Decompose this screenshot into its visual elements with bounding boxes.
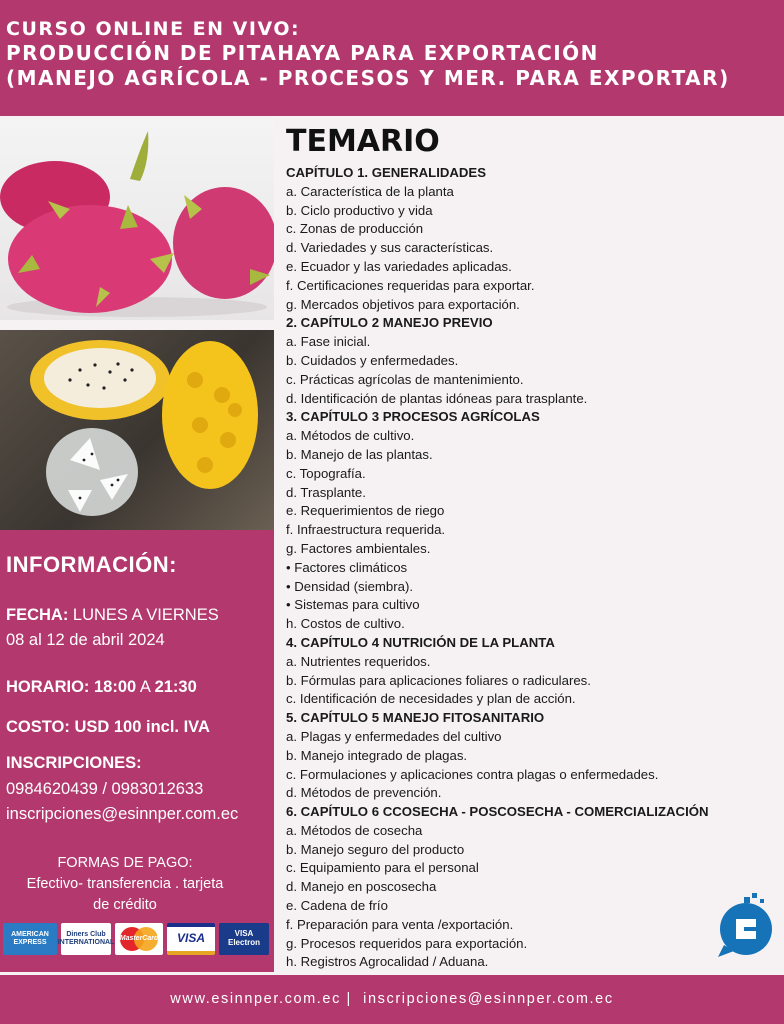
esinnper-logo: [716, 893, 774, 959]
chapter-heading: 2. CAPÍTULO 2 MANEJO PREVIO: [286, 315, 493, 331]
topic-item: c. Topografía.: [286, 465, 366, 481]
topic-item: g. Mercados objetivos para exportación.: [286, 296, 520, 312]
yellow-pitahaya-photo: [0, 330, 274, 530]
topic-item: b. Cuidados y enfermedades.: [286, 352, 459, 368]
topic-item: f. Preparación para venta /exportación.: [286, 916, 514, 932]
topic-item: a. Nutrientes requeridos.: [286, 653, 431, 669]
course-title: PRODUCCIÓN DE PITAHAYA PARA EXPORTACIÓN: [6, 41, 599, 65]
topic-item: h. Registros Agrocalidad / Aduana.: [286, 954, 489, 970]
topic-item: d. Variedades y sus características.: [286, 240, 494, 256]
temario-list: [286, 164, 709, 972]
topic-item: b. Ciclo productivo y vida: [286, 202, 433, 218]
topic-item: a. Métodos de cosecha: [286, 822, 423, 838]
horario-label: HORARIO: 18:00: [6, 678, 137, 696]
chapter-heading: 6. CAPÍTULO 6 CCOSECHA - POSCOSECHA - COMERCIALIZACIÓN: [286, 804, 709, 820]
topic-item: c. Zonas de producción: [286, 221, 424, 237]
topic-item: g. Factores ambientales.: [286, 540, 431, 556]
horario-end: 21:30: [154, 678, 197, 696]
topic-item: c. Prácticas agrícolas de mantenimiento.: [286, 371, 524, 387]
topic-item: h. Costos de cultivo.: [286, 616, 405, 632]
payment-cards: [3, 923, 271, 961]
header-banner: [0, 0, 784, 116]
topic-item: • Sistemas para cultivo: [286, 597, 420, 613]
course-subtitle: (MANEJO AGRÍCOLA - PROCESOS Y MER. PARA EXPORTAR): [6, 66, 730, 90]
fecha-label: FECHA:: [6, 606, 69, 624]
topic-item: a. Métodos de cultivo.: [286, 428, 415, 444]
topic-item: a. Fase inicial.: [286, 334, 371, 350]
horario-line: [6, 678, 197, 697]
topic-item: • Factores climáticos: [286, 559, 408, 575]
topic-item: b. Manejo seguro del producto: [286, 841, 465, 857]
fecha-dates: 08 al 12 de abril 2024: [6, 631, 165, 649]
topic-item: d. Manejo en poscosecha: [286, 879, 437, 895]
temario-title: TEMARIO: [286, 124, 440, 159]
diners-card-icon: Diners Club INTERNATIONAL: [61, 923, 111, 955]
topic-item: d. Trasplante.: [286, 484, 366, 500]
visa-card-icon: VISA: [167, 923, 215, 955]
topic-item: f. Infraestructura requerida.: [286, 522, 446, 538]
info-panel: [0, 530, 274, 972]
amex-card-icon: AMERICAN EXPRESS: [3, 923, 57, 955]
topic-item: e. Ecuador y las variedades aplicadas.: [286, 258, 512, 274]
topic-item: e. Cadena de frío: [286, 898, 388, 914]
mastercard-label: MasterCard: [119, 935, 159, 943]
topic-item: c. Formulaciones y aplicaciones contra plagas o enfermedades.: [286, 766, 659, 782]
topic-item: b. Fórmulas para aplicaciones foliares o radiculares.: [286, 672, 591, 688]
chapter-heading: 3. CAPÍTULO 3 PROCESOS AGRÍCOLAS: [286, 409, 540, 425]
contact-email: inscripciones@esinnper.com.ec: [6, 805, 239, 823]
topic-item: g. Procesos requeridos para exportación.: [286, 935, 528, 951]
chapter-heading: CAPÍTULO 1. GENERALIDADES: [286, 165, 487, 180]
fecha-line: [6, 606, 219, 625]
pago-line2: de crédito: [93, 897, 157, 913]
inscripciones-label: INSCRIPCIONES:: [6, 754, 142, 772]
red-pitahaya-photo: [0, 119, 274, 320]
topic-item: d. Métodos de prevención.: [286, 785, 442, 801]
topic-item: b. Manejo de las plantas.: [286, 446, 433, 462]
chapter-heading: 5. CAPÍTULO 5 MANEJO FITOSANITARIO: [286, 710, 545, 726]
footer-contact: www.esinnper.com.ec | inscripciones@esinnper.com.ec: [170, 991, 614, 1007]
topic-item: c. Identificación de necesidades y plan de acción.: [286, 691, 576, 707]
pago-title: FORMAS DE PAGO:: [57, 855, 193, 871]
topic-item: a. Plagas y enfermedades del cultivo: [286, 728, 502, 744]
mastercard-icon: [115, 923, 163, 955]
topic-item: e. Requerimientos de riego: [286, 503, 445, 519]
fecha-value: LUNES A VIERNES: [68, 606, 219, 624]
chapter-heading: 4. CAPÍTULO 4 NUTRICIÓN DE LA PLANTA: [286, 634, 555, 650]
topic-item: b. Manejo integrado de plagas.: [286, 747, 468, 763]
topic-item: a. Característica de la planta: [286, 183, 454, 199]
topic-item: c. Equipamiento para el personal: [286, 860, 479, 876]
topic-item: d. Identificación de plantas idóneas para trasplante.: [286, 390, 588, 406]
phone-numbers: 0984620439 / 0983012633: [6, 780, 204, 798]
topic-item: f. Certificaciones requeridas para exportar.: [286, 277, 535, 293]
horario-separator: A: [136, 678, 155, 696]
costo-line: COSTO: USD 100 incl. IVA: [6, 718, 210, 736]
course-type-heading: CURSO ONLINE EN VIVO:: [6, 18, 301, 40]
info-title: INFORMACIÓN:: [6, 552, 177, 577]
topic-item: • Densidad (siembra).: [286, 578, 414, 594]
visa-electron-card-icon: VISA Electron: [219, 923, 269, 955]
footer-banner: [0, 975, 784, 1024]
pago-line1: Efectivo- transferencia . tarjeta: [26, 876, 224, 892]
